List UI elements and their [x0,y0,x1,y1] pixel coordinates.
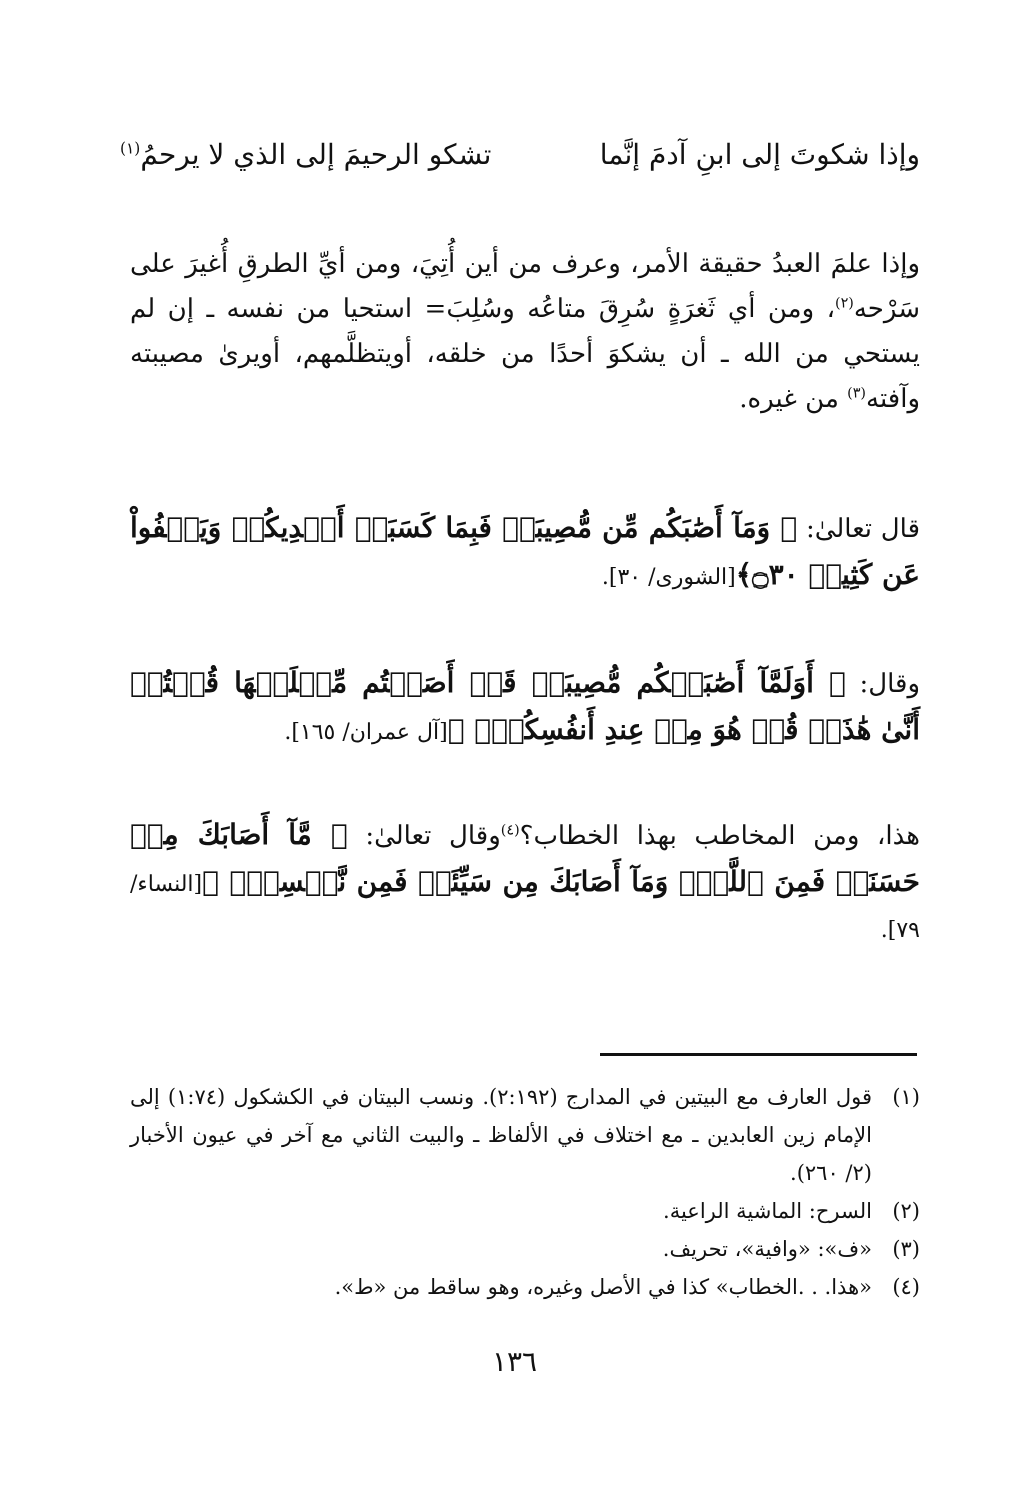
footnote-text: «ف»: «وافية»، تحريف. [662,1237,872,1261]
footnote-number: (١) [892,1085,920,1109]
verse-second-hemistich: تشكو الرحيمَ إلى الذي لا يرحمُ$^{(١)}$ [120,138,492,171]
poetry-verse [120,130,920,180]
footnote-item [130,1078,920,1192]
footnote-marker-4: (٤) [500,822,520,839]
paragraph-3: وقال: ﴿ أَوَلَمَّآ أَصَٰبَتۡكُم مُّصِيبَةٞ قَدۡ أَصَبۡتُم مِّثۡلَيۡهَا قُلۡتُمۡ أَنَّىٰ هَٰذَاۖ قُلۡ هُوَ مِنۡ عِندِ أَنفُسِكُمۡۗ ﴾[آل عمران/ ١٦٥]. [130,666,920,746]
footnote-text: السرح: الماشية الراعية. [663,1199,872,1223]
footnote-marker-3: (٣) [847,385,866,402]
quran-reference: [الشورى/ ٣٠]. [601,565,736,590]
footnote-number: (٢) [892,1199,920,1223]
footnotes-list [130,1078,920,1306]
paragraph-2: قال تعالىٰ: ﴿ وَمَآ أَصَٰبَكُم مِّن مُّصِيبَةٖ فَبِمَا كَسَبَتۡ أَيۡدِيكُمۡ وَيَعۡفُواْ عَن كَثِيرٖ ۝٣٠﴾[الشورى/ ٣٠]. [130,511,920,591]
verse-first-hemistich: وإذا شكوتَ إلى ابنِ آدمَ إنَّما [599,138,920,171]
paragraph-1: وإذا علمَ العبدُ حقيقة الأمر، وعرف من أين أُتِيَ، ومن أيِّ الطرقِ أُغيرَ على سَرْحه$^{(٢)}$، ومن أي ثَغرَةٍ سُرِقَ متاعُه وسُلِبَ= استحيا من نفسه ـ إن لم يستحي من الله ـ أن يشكوَ أحدًا من خلقه، أويتظلَّمهم، أويرىٰ مصيبته وآفته$^{(٣)}$ من غيره. [130,249,920,414]
quran-verse-an-nisa: ﴿ مَّآ أَصَابَكَ مِنۡ حَسَنَةٖ فَمِنَ ٱللَّهِۖ وَمَآ أَصَابَكَ مِن سَيِّئَةٖ فَمِن نَّفۡسِكَۚ ﴾ [130,818,920,898]
footnote-marker-1: (١) [120,139,141,158]
quran-reference: [النساء/ ٧٩]. [130,872,920,943]
footnote-number: (٣) [892,1237,920,1261]
footnote-item [130,1268,920,1306]
footnote-separator [600,1053,917,1056]
footnote-text: قول العارف مع البيتين في المدارج (٢:١٩٢). ونسب البيتان في الكشكول (١:٧٤) إلى الإمام زين العابدين ـ مع اختلاف في الألفاظ ـ والبيت الثاني مع آخر في عيون الأخبار (٢/ ٢٦٠). [130,1085,872,1185]
footnote-item [130,1192,920,1230]
footnote-number: (٤) [892,1275,920,1299]
footnote-text: «هذا. . .الخطاب» كذا في الأصل وغيره، وهو ساقط من «ط». [334,1275,872,1299]
footnote-item [130,1230,920,1268]
quran-verse-ash-shura: ﴿ وَمَآ أَصَٰبَكُم مِّن مُّصِيبَةٖ فَبِمَا كَسَبَتۡ أَيۡدِيكُمۡ وَيَعۡفُواْ عَن كَثِيرٖ ۝٣٠﴾ [130,511,920,591]
quran-verse-al-imran: ﴿ أَوَلَمَّآ أَصَٰبَتۡكُم مُّصِيبَةٞ قَدۡ أَصَبۡتُم مِّثۡلَيۡهَا قُلۡتُمۡ أَنَّىٰ هَٰذَاۖ قُلۡ هُوَ مِنۡ عِندِ أَنفُسِكُمۡۗ ﴾ [130,666,920,746]
page-number: ١٣٦ [491,1345,538,1378]
quran-reference: [آل عمران/ ١٦٥]. [284,720,448,745]
footnote-marker-2: (٢) [835,295,854,312]
paragraph-4: هذا، ومن المخاطب بهذا الخطاب؟$^{(٤)}$وقال تعالىٰ: ﴿ مَّآ أَصَابَكَ مِنۡ حَسَنَةٖ فَمِنَ ٱللَّهِۖ وَمَآ أَصَابَكَ مِن سَيِّئَةٖ فَمِن نَّفۡسِكَۚ ﴾[النساء/ ٧٩]. [130,818,920,943]
